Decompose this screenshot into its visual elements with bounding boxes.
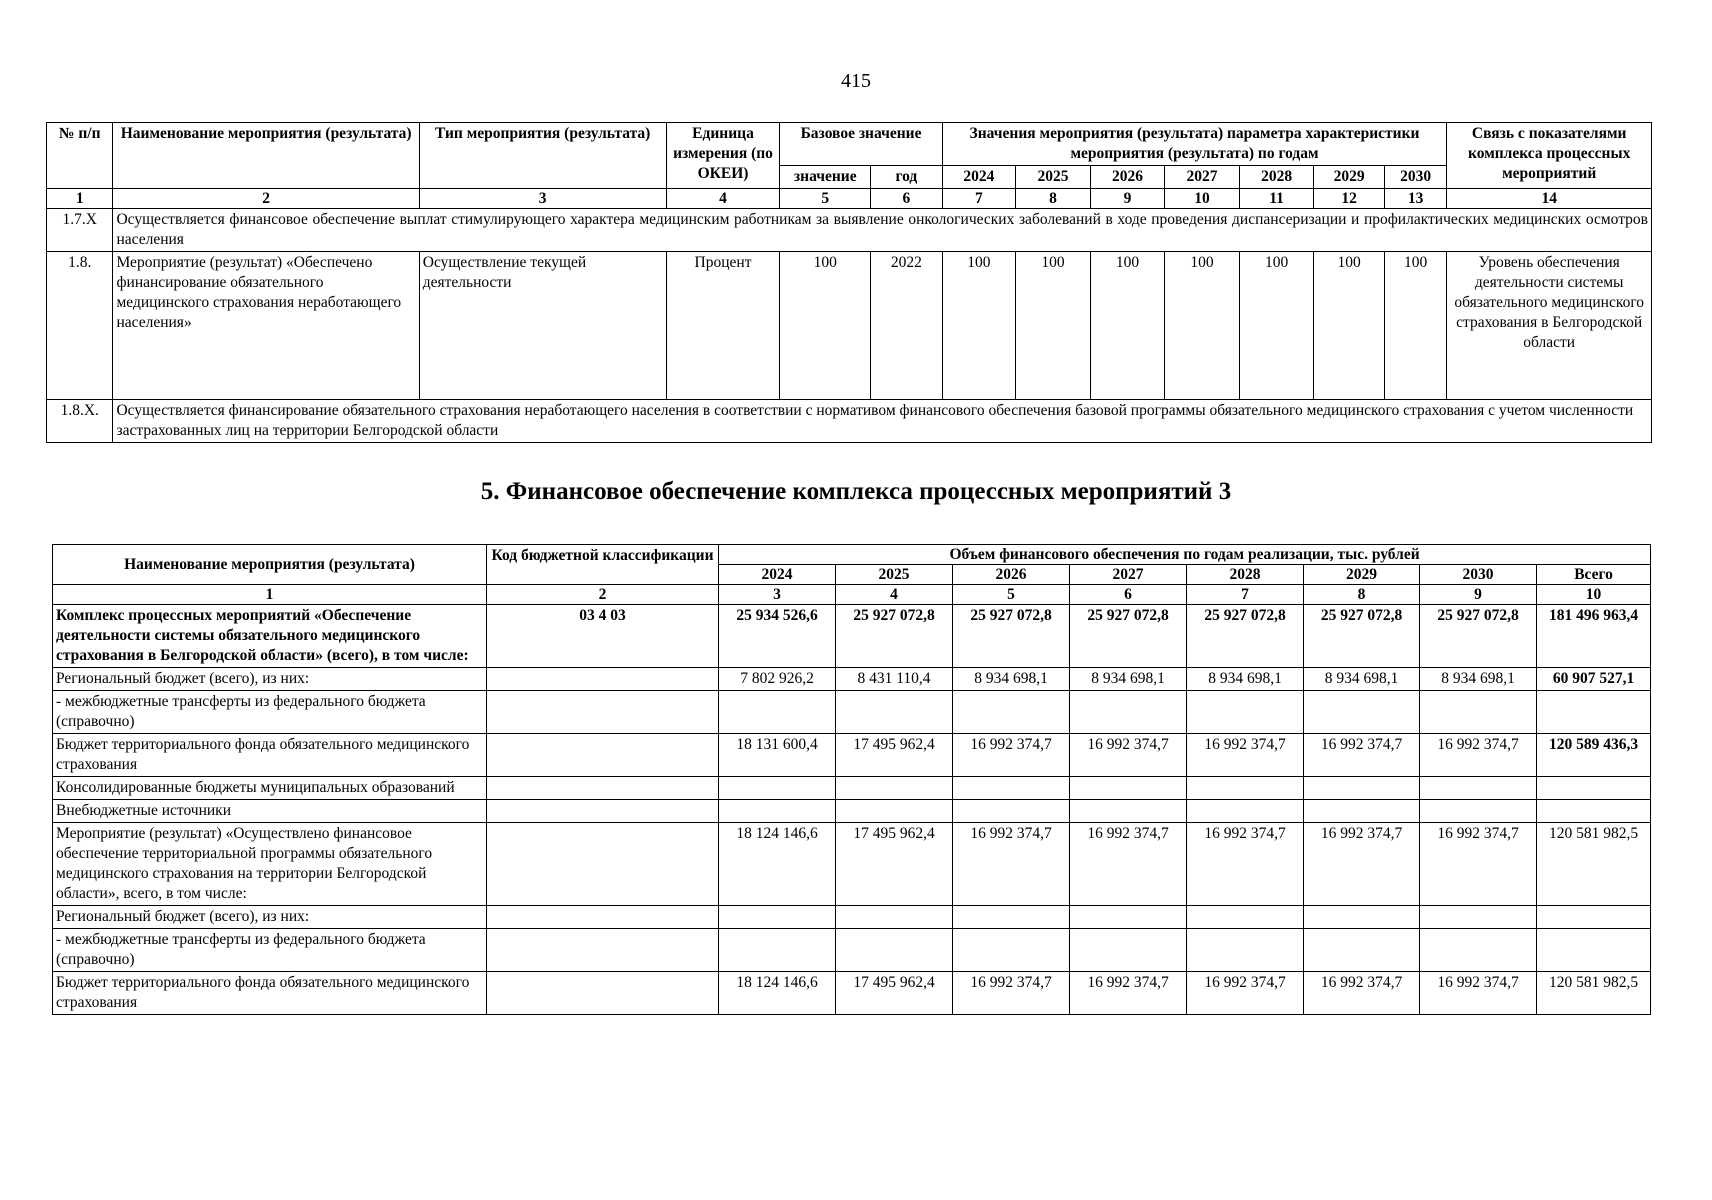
- row-value: [836, 691, 953, 734]
- base-value: 100: [780, 252, 871, 400]
- table-row: [53, 800, 1651, 823]
- table-row: [47, 400, 1652, 443]
- row-value: 18 131 600,4: [719, 734, 836, 777]
- index-cell: 2: [113, 189, 419, 209]
- row-value: [1304, 777, 1420, 800]
- row-total: 120 581 982,5: [1537, 823, 1651, 906]
- row-code: [487, 906, 719, 929]
- row-value: [719, 906, 836, 929]
- col-header-values: Значения мероприятия (результата) параметра характеристики мероприятия (результата) по годам: [942, 123, 1447, 166]
- table-row: [53, 734, 1651, 777]
- row-code: [487, 777, 719, 800]
- index-cell: 10: [1537, 585, 1651, 605]
- col-header-year: 2024: [719, 565, 836, 585]
- row-value: 16 992 374,7: [953, 823, 1070, 906]
- index-cell: 2: [487, 585, 719, 605]
- year-value: 100: [1090, 252, 1165, 400]
- row-value: [953, 906, 1070, 929]
- col-header-link: Связь с показателями комплекса процессных мероприятий: [1447, 123, 1652, 189]
- row-value: 8 934 698,1: [1187, 668, 1304, 691]
- table-row: [53, 906, 1651, 929]
- index-cell: 5: [953, 585, 1070, 605]
- index-cell: 7: [942, 189, 1016, 209]
- row-value: [1070, 906, 1187, 929]
- row-name: Внебюджетные источники: [53, 800, 487, 823]
- row-code: [487, 668, 719, 691]
- row-value: 17 495 962,4: [836, 823, 953, 906]
- row-value: 25 927 072,8: [953, 605, 1070, 668]
- index-cell: 9: [1090, 189, 1165, 209]
- row-total: 60 907 527,1: [1537, 668, 1651, 691]
- row-total: [1537, 800, 1651, 823]
- row-value: [1187, 906, 1304, 929]
- row-value: 16 992 374,7: [1070, 734, 1187, 777]
- row-value: 25 927 072,8: [1070, 605, 1187, 668]
- table-row: [53, 972, 1651, 1015]
- header-row: [47, 123, 1652, 166]
- col-header-num: № п/п: [47, 123, 113, 189]
- index-cell: 3: [719, 585, 836, 605]
- row-value: [953, 691, 1070, 734]
- row-value: [719, 691, 836, 734]
- row-name: Региональный бюджет (всего), из них:: [53, 668, 487, 691]
- section-title: 5. Финансовое обеспечение комплекса процессных мероприятий 3: [480, 478, 1232, 505]
- row-value: [1070, 691, 1187, 734]
- row-name: Региональный бюджет (всего), из них:: [53, 906, 487, 929]
- row-value: [953, 800, 1070, 823]
- row-total: [1537, 929, 1651, 972]
- row-value: [719, 929, 836, 972]
- col-header-volume: Объем финансового обеспечения по годам реализации, тыс. рублей: [719, 545, 1651, 565]
- index-cell: 11: [1239, 189, 1314, 209]
- index-cell: 6: [1070, 585, 1187, 605]
- row-total: 120 581 982,5: [1537, 972, 1651, 1015]
- col-header-year: 2027: [1165, 166, 1240, 189]
- row-number: 1.8.X.: [47, 400, 113, 443]
- row-value: [1420, 800, 1537, 823]
- col-header-year: 2027: [1070, 565, 1187, 585]
- col-header-unit: Единица измерения (по ОКЕИ): [666, 123, 780, 189]
- col-header-name: Наименование мероприятия (результата): [53, 545, 487, 585]
- row-value: 16 992 374,7: [1187, 734, 1304, 777]
- row-value: 18 124 146,6: [719, 823, 836, 906]
- row-value: 16 992 374,7: [1420, 823, 1537, 906]
- indicator-link: Уровень обеспечения деятельности системы обязательного медицинского страхования в Белгородской области: [1447, 252, 1652, 400]
- index-cell: 9: [1420, 585, 1537, 605]
- col-header-year: 2024: [942, 166, 1016, 189]
- row-value: 16 992 374,7: [1187, 972, 1304, 1015]
- row-total: [1537, 777, 1651, 800]
- index-row: [47, 189, 1652, 209]
- index-cell: 12: [1314, 189, 1385, 209]
- table-row: [53, 823, 1651, 906]
- index-cell: 7: [1187, 585, 1304, 605]
- row-description: Осуществляется финансовое обеспечение выплат стимулирующего характера медицинским работникам за выявление онкологических заболеваний в ходе проведения диспансеризации и профилактических медицинских осмотров населения: [113, 209, 1652, 252]
- row-value: [1304, 800, 1420, 823]
- row-value: 16 992 374,7: [953, 972, 1070, 1015]
- row-value: [719, 800, 836, 823]
- col-header-year: 2026: [1090, 166, 1165, 189]
- col-header-base-value: значение: [780, 166, 871, 189]
- row-value: 16 992 374,7: [1304, 972, 1420, 1015]
- row-value: [1420, 777, 1537, 800]
- row-code: [487, 691, 719, 734]
- row-value: [1420, 929, 1537, 972]
- row-code: [487, 823, 719, 906]
- row-value: 16 992 374,7: [1304, 823, 1420, 906]
- event-type: Осуществление текущей деятельности: [419, 252, 666, 400]
- row-value: 17 495 962,4: [836, 734, 953, 777]
- row-value: 16 992 374,7: [1187, 823, 1304, 906]
- row-code: [487, 734, 719, 777]
- row-value: [1187, 929, 1304, 972]
- row-name: Бюджет территориального фонда обязательного медицинского страхования: [53, 972, 487, 1015]
- index-cell: 6: [871, 189, 943, 209]
- row-code: [487, 929, 719, 972]
- row-name: Консолидированные бюджеты муниципальных образований: [53, 777, 487, 800]
- event-unit: Процент: [666, 252, 780, 400]
- col-header-year: 2025: [1016, 166, 1091, 189]
- col-header-base-year: год: [871, 166, 943, 189]
- index-cell: 4: [836, 585, 953, 605]
- col-header-year: 2026: [953, 565, 1070, 585]
- header-row: [53, 545, 1651, 565]
- row-value: [1420, 691, 1537, 734]
- row-value: 17 495 962,4: [836, 972, 953, 1015]
- index-cell: 3: [419, 189, 666, 209]
- row-value: 16 992 374,7: [953, 734, 1070, 777]
- table-row: [53, 777, 1651, 800]
- row-value: 16 992 374,7: [1304, 734, 1420, 777]
- index-cell: 14: [1447, 189, 1652, 209]
- finance-table: [52, 544, 1651, 1015]
- col-header-year: 2030: [1384, 166, 1446, 189]
- index-cell: 8: [1304, 585, 1420, 605]
- row-value: 25 927 072,8: [1187, 605, 1304, 668]
- year-value: 100: [1314, 252, 1385, 400]
- event-name: Мероприятие (результат) «Обеспечено финансирование обязательного медицинского страхования неработающего населения»: [113, 252, 419, 400]
- row-name: Комплекс процессных мероприятий «Обеспечение деятельности системы обязательного медицинского страхования в Белгородской области» (всего), в том числе:: [53, 605, 487, 668]
- index-cell: 13: [1384, 189, 1446, 209]
- row-value: [836, 906, 953, 929]
- row-value: 8 431 110,4: [836, 668, 953, 691]
- row-value: 16 992 374,7: [1420, 972, 1537, 1015]
- index-cell: 5: [780, 189, 871, 209]
- row-code: 03 4 03: [487, 605, 719, 668]
- row-value: 8 934 698,1: [1070, 668, 1187, 691]
- index-cell: 4: [666, 189, 780, 209]
- index-cell: 10: [1165, 189, 1240, 209]
- row-description: Осуществляется финансирование обязательного страхования неработающего населения в соответствии с нормативом финансового обеспечения базовой программы обязательного медицинского страхования с учетом численности застрахованных лиц на территории Белгородской области: [113, 400, 1652, 443]
- table-row: [53, 929, 1651, 972]
- row-name: Мероприятие (результат) «Осуществлено финансовое обеспечение территориальной программы обязательного медицинского страхования на территории Белгородской области», всего, в том числе:: [53, 823, 487, 906]
- index-cell: 1: [53, 585, 487, 605]
- row-total: [1537, 906, 1651, 929]
- year-value: 100: [1016, 252, 1091, 400]
- row-code: [487, 800, 719, 823]
- row-value: 25 927 072,8: [1304, 605, 1420, 668]
- row-name: - межбюджетные трансферты из федерального бюджета (справочно): [53, 929, 487, 972]
- row-value: [836, 929, 953, 972]
- row-value: 16 992 374,7: [1420, 734, 1537, 777]
- table-row: [47, 209, 1652, 252]
- base-year: 2022: [871, 252, 943, 400]
- row-value: 18 124 146,6: [719, 972, 836, 1015]
- year-value: 100: [1384, 252, 1446, 400]
- index-cell: 1: [47, 189, 113, 209]
- col-header-code: Код бюджетной классификации: [487, 545, 719, 585]
- row-value: 8 934 698,1: [1420, 668, 1537, 691]
- col-header-year: 2030: [1420, 565, 1537, 585]
- row-value: [1187, 777, 1304, 800]
- row-total: 120 589 436,3: [1537, 734, 1651, 777]
- row-value: [1187, 691, 1304, 734]
- row-name: Бюджет территориального фонда обязательного медицинского страхования: [53, 734, 487, 777]
- row-value: [1420, 906, 1537, 929]
- row-value: 16 992 374,7: [1070, 972, 1187, 1015]
- row-value: [1304, 906, 1420, 929]
- index-cell: 8: [1016, 189, 1091, 209]
- row-value: [1070, 777, 1187, 800]
- row-value: [1187, 800, 1304, 823]
- year-value: 100: [942, 252, 1016, 400]
- col-header-base: Базовое значение: [780, 123, 942, 166]
- row-value: 25 927 072,8: [1420, 605, 1537, 668]
- row-value: [1070, 800, 1187, 823]
- row-value: [1070, 929, 1187, 972]
- row-value: [1304, 691, 1420, 734]
- col-header-total: Всего: [1537, 565, 1651, 585]
- row-value: [953, 929, 1070, 972]
- year-value: 100: [1239, 252, 1314, 400]
- row-name: - межбюджетные трансферты из федерального бюджета (справочно): [53, 691, 487, 734]
- row-value: [836, 800, 953, 823]
- row-total: [1537, 691, 1651, 734]
- row-value: [953, 777, 1070, 800]
- table-row: [47, 252, 1652, 400]
- row-value: [836, 777, 953, 800]
- events-table: [46, 122, 1652, 443]
- row-value: 7 802 926,2: [719, 668, 836, 691]
- row-value: [719, 777, 836, 800]
- table-row: [53, 605, 1651, 668]
- col-header-year: 2029: [1314, 166, 1385, 189]
- row-value: 8 934 698,1: [953, 668, 1070, 691]
- row-number: 1.7.X: [47, 209, 113, 252]
- col-header-year: 2025: [836, 565, 953, 585]
- col-header-year: 2028: [1239, 166, 1314, 189]
- col-header-year: 2029: [1304, 565, 1420, 585]
- table-row: [53, 668, 1651, 691]
- year-value: 100: [1165, 252, 1240, 400]
- row-value: 8 934 698,1: [1304, 668, 1420, 691]
- row-code: [487, 972, 719, 1015]
- row-value: [1304, 929, 1420, 972]
- col-header-year: 2028: [1187, 565, 1304, 585]
- row-value: 16 992 374,7: [1070, 823, 1187, 906]
- col-header-type: Тип мероприятия (результата): [419, 123, 666, 189]
- row-value: 25 934 526,6: [719, 605, 836, 668]
- row-value: 25 927 072,8: [836, 605, 953, 668]
- page-number: 415: [841, 70, 871, 92]
- col-header-name: Наименование мероприятия (результата): [113, 123, 419, 189]
- row-number: 1.8.: [47, 252, 113, 400]
- table-row: [53, 691, 1651, 734]
- index-row: [53, 585, 1651, 605]
- row-total: 181 496 963,4: [1537, 605, 1651, 668]
